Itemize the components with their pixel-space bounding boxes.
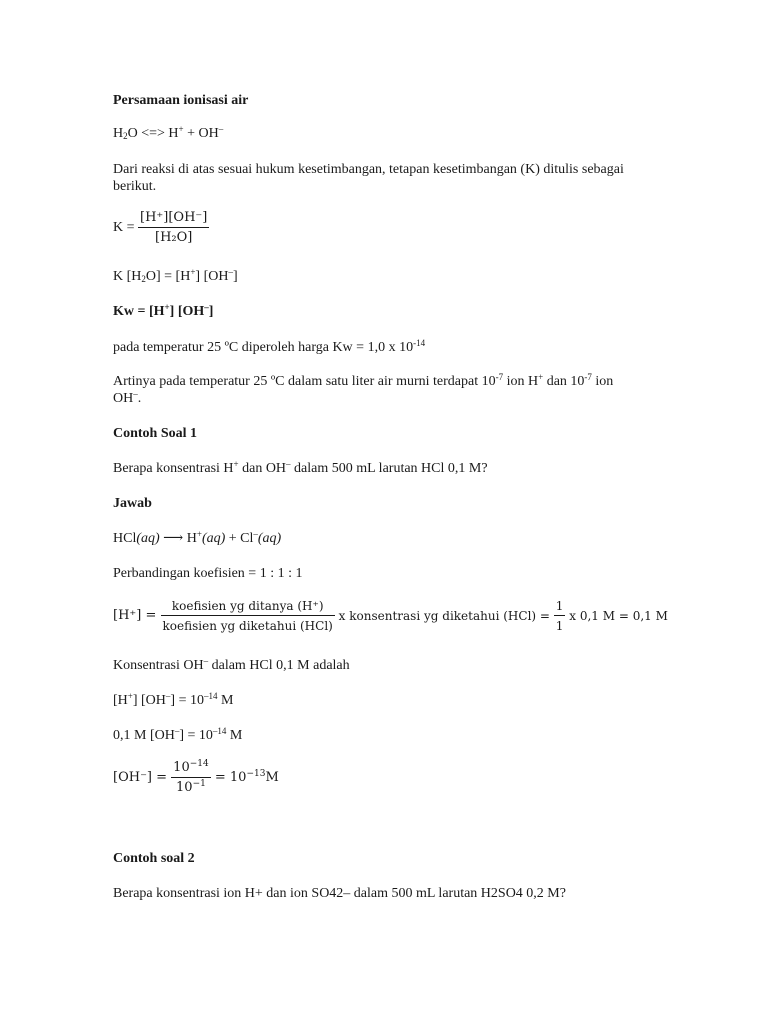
fraction-denominator — [171, 778, 211, 796]
oh-concentration-intro — [113, 658, 350, 674]
section-heading: Persamaan ionisasi air — [113, 93, 249, 108]
oh-result-equation — [113, 760, 279, 796]
text-part: M — [217, 693, 234, 708]
text-sup: -7 — [495, 372, 504, 382]
rhs-base: = 10 — [214, 770, 247, 785]
fraction-denominator: koefisien yg diketahui (HCl) — [162, 619, 333, 633]
text-part: [H — [113, 693, 128, 708]
reaction-sup: – — [218, 124, 224, 134]
state-label: (aq) — [201, 531, 226, 546]
oh-fraction — [171, 760, 211, 796]
fraction-denominator: 1 — [555, 619, 564, 633]
text-part: Berapa konsentrasi H — [113, 461, 234, 476]
text-sup: –14 — [212, 726, 227, 736]
k-fraction-denominator: [H₂O] — [155, 230, 193, 245]
text-part: dan 10 — [543, 374, 585, 389]
k-fraction-numerator: [H⁺][OH⁻] — [138, 210, 209, 228]
text-sup: – — [174, 726, 180, 736]
eq-sup: + — [190, 267, 196, 277]
text-part: dan OH — [238, 461, 287, 476]
coefficient-fraction — [161, 598, 335, 634]
text-part: + Cl — [225, 531, 254, 546]
text-sup: – — [253, 529, 258, 539]
one-fraction — [554, 598, 566, 634]
eq-sup: + — [164, 302, 170, 312]
text-sup: + — [196, 529, 202, 539]
kw-equation — [113, 304, 213, 320]
text-part: ⟶ H — [159, 531, 197, 546]
text-part: pada temperatur 25 ºC diperoleh harga Kw = 1,0 x 10 — [113, 340, 414, 355]
eq-part: Kw = [H — [113, 304, 165, 319]
text-part: ] [OH — [132, 693, 166, 708]
text-part: HCl — [113, 531, 137, 546]
ionization-reaction — [113, 126, 223, 142]
fraction-numerator — [171, 760, 211, 778]
eq-part: ] [OH — [195, 269, 229, 284]
reaction-part: H — [113, 126, 124, 141]
reaction-part: O <=> H — [127, 126, 179, 141]
text-sup: – — [203, 656, 209, 666]
text-sup: – — [165, 691, 171, 701]
k-h2o-equation — [113, 269, 238, 285]
artinya-line-2 — [113, 391, 141, 407]
temperature-line — [113, 340, 425, 356]
text-part: M — [226, 728, 243, 743]
num-exp: −14 — [189, 759, 209, 769]
state-label: (aq) — [257, 531, 282, 546]
rhs-exp: −13 — [246, 769, 266, 779]
eq-part: O] = [H — [145, 269, 191, 284]
text-sup: + — [233, 459, 239, 469]
question-1 — [113, 461, 488, 477]
question-2: Berapa konsentrasi ion H+ dan ion SO42– dalam 500 mL larutan H2SO4 0,2 M? — [113, 886, 566, 901]
rhs-unit: M — [265, 770, 279, 785]
fraction-numerator: koefisien yg ditanya (H⁺) — [161, 598, 335, 616]
substituted-equation — [113, 728, 242, 744]
text-part: . — [137, 391, 142, 406]
reaction-sub: 2 — [123, 131, 128, 141]
oh-result-rhs — [215, 770, 279, 785]
num-base: 10 — [173, 760, 190, 775]
text-part: OH — [113, 391, 134, 406]
hcl-reaction — [113, 531, 281, 547]
text-part: dalam HCl 0,1 M adalah — [208, 658, 350, 673]
den-exp: −1 — [192, 779, 206, 789]
text-part: Artinya pada temperatur 25 ºC dalam satu liter air murni terdapat 10 — [113, 374, 496, 389]
eq-lhs: [OH⁻] = — [113, 770, 172, 785]
state-label: (aq) — [136, 531, 160, 546]
eq-part: ] [OH — [169, 304, 205, 319]
text-part: ion — [591, 374, 614, 389]
text-sup: – — [133, 389, 138, 399]
k-fraction — [138, 210, 209, 246]
text-part: 0,1 M [OH — [113, 728, 175, 743]
text-sup: + — [127, 691, 133, 701]
k-equation — [113, 210, 209, 246]
answer-heading: Jawab — [113, 496, 152, 511]
eq-sup: – — [204, 302, 209, 312]
reaction-sup: + — [178, 124, 184, 134]
eq-sub: 2 — [141, 274, 146, 284]
text-part: ion H — [503, 374, 539, 389]
coefficient-ratio: Perbandingan koefisien = 1 : 1 : 1 — [113, 566, 303, 581]
ion-product-equation — [113, 693, 233, 709]
example-2-heading: Contoh soal 2 — [113, 851, 195, 866]
example-1-heading: Contoh Soal 1 — [113, 426, 198, 441]
text-sup: + — [538, 372, 544, 382]
text-sup: – — [286, 459, 291, 469]
reaction-part: + OH — [183, 126, 219, 141]
h-concentration-equation — [113, 598, 668, 634]
eq-part: ] — [232, 269, 238, 284]
text-part: Konsentrasi OH — [113, 658, 204, 673]
text-part: dalam 500 mL larutan HCl 0,1 M? — [290, 461, 488, 476]
k-equation-lhs: K = — [113, 220, 139, 235]
fraction-numerator: 1 — [554, 598, 566, 616]
eq-part: ] — [208, 304, 214, 319]
eq-rhs: x 0,1 M = 0,1 M — [569, 609, 668, 623]
eq-part: K [H — [113, 269, 142, 284]
den-base: 10 — [176, 780, 193, 795]
text-sup: -14 — [413, 338, 426, 348]
eq-lhs: [H⁺] = — [113, 608, 161, 623]
intro-paragraph: Dari reaksi di atas sesuai hukum kesetimbangan, tetapan kesetimbangan (K) ditulis sebagai berikut. — [113, 162, 624, 194]
artinya-line-1 — [113, 374, 613, 390]
text-sup: –14 — [203, 691, 218, 701]
text-sup: -7 — [584, 372, 592, 382]
eq-mid: x konsentrasi yg diketahui (HCl) = — [338, 609, 554, 623]
text-part: ] = 10 — [170, 693, 204, 708]
eq-sup: – — [228, 267, 233, 277]
text-part: ] = 10 — [179, 728, 213, 743]
